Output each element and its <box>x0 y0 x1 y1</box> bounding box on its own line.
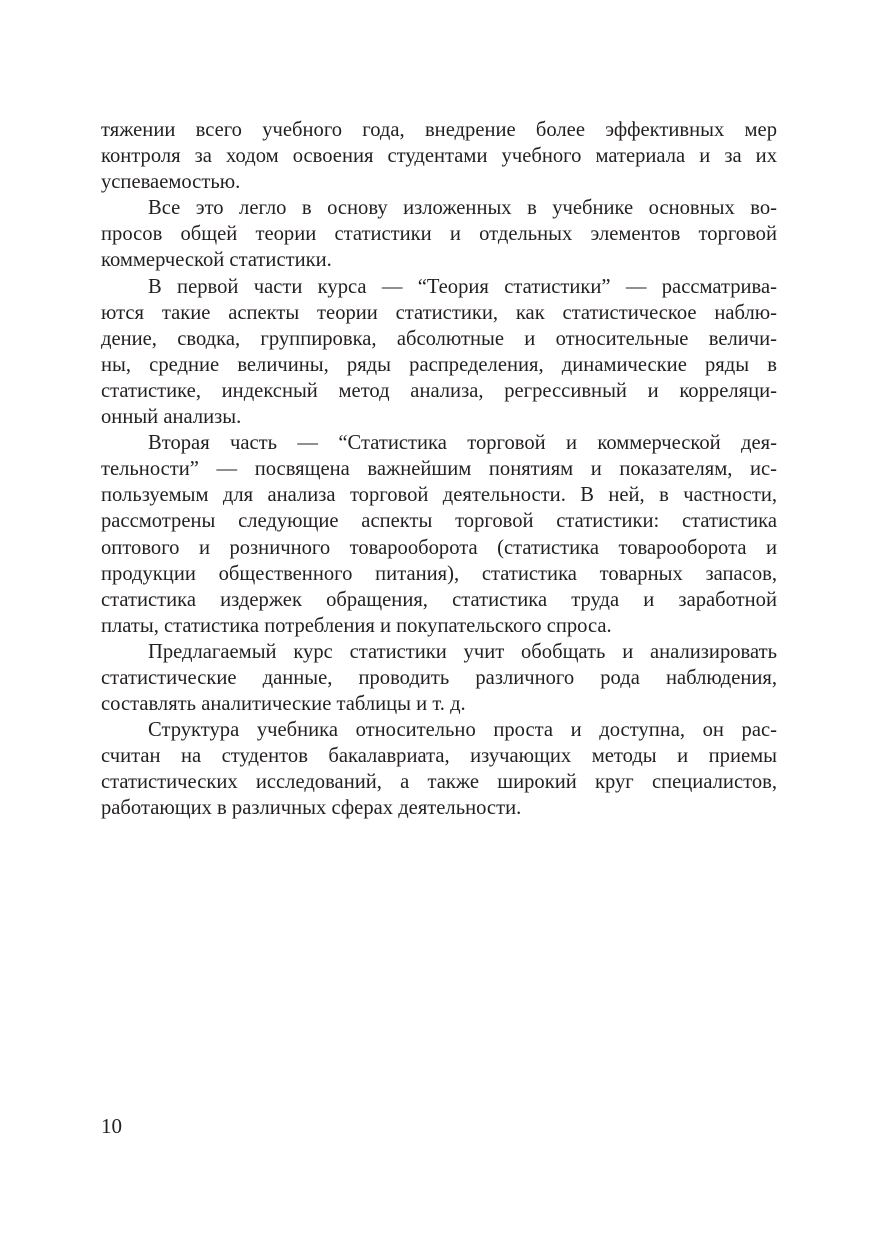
text-line: просов общей теории статистики и отдельных элементов торговой <box>101 223 777 246</box>
text-line: ны, средние величины, ряды распределения, динамические ряды в <box>101 353 777 376</box>
text-line: работающих в различных сферах деятельности. <box>101 797 522 820</box>
paragraph-6 <box>101 717 777 821</box>
text-line: платы, статистика потребления и покупательского спроса. <box>101 614 612 637</box>
text-line: статистические данные, проводить различного рода наблюдения, <box>101 666 777 689</box>
body-text <box>101 117 777 822</box>
paragraph-1 <box>101 117 777 195</box>
text-line: оптового и розничного товарооборота (статистика товарооборота и <box>101 536 777 559</box>
paragraph-4 <box>101 430 777 639</box>
paragraph-5 <box>101 639 777 717</box>
text-line: продукции общественного питания), статистика товарных запасов, <box>101 562 777 585</box>
text-line: статистических исследований, а также широкий круг специалистов, <box>101 771 777 794</box>
text-line: тельности” — посвящена важнейшим понятиям и показателям, ис- <box>101 458 777 481</box>
text-line: Структура учебника относительно проста и доступна, он рас- <box>148 719 777 742</box>
text-line: коммерческой статистики. <box>101 249 332 272</box>
text-line: рассмотрены следующие аспекты торговой статистики: статистика <box>101 510 777 533</box>
text-line: онный анализы. <box>101 406 242 429</box>
text-line: Вторая часть — “Статистика торговой и коммерческой дея- <box>148 432 777 455</box>
text-line: составлять аналитические таблицы и т. д. <box>101 693 466 716</box>
text-line: статистике, индексный метод анализа, регрессивный и корреляци- <box>101 379 777 402</box>
text-line: В первой части курса — “Теория статистики” — рассматрива- <box>148 275 777 298</box>
text-line: статистика издержек обращения, статистика труда и заработной <box>101 588 777 611</box>
text-line: ются такие аспекты теории статистики, как статистическое наблю- <box>101 301 777 324</box>
text-line: пользуемым для анализа торговой деятельности. В ней, в частности, <box>101 484 777 507</box>
text-line: контроля за ходом освоения студентами учебного материала и за их <box>101 145 777 168</box>
text-line: успеваемостью. <box>101 171 241 194</box>
paragraph-2 <box>101 195 777 273</box>
text-line: дение, сводка, группировка, абсолютные и относительные величи- <box>101 327 777 350</box>
paragraph-3 <box>101 274 777 431</box>
text-line: тяжении всего учебного года, внедрение более эффективных мер <box>101 119 777 141</box>
text-line: Все это легло в основу изложенных в учебнике основных во- <box>148 197 777 220</box>
text-line: считан на студентов бакалавриата, изучающих методы и приемы <box>101 745 777 768</box>
text-line: Предлагаемый курс статистики учит обобщать и анализировать <box>148 640 777 663</box>
page-number: 10 <box>101 1114 122 1138</box>
